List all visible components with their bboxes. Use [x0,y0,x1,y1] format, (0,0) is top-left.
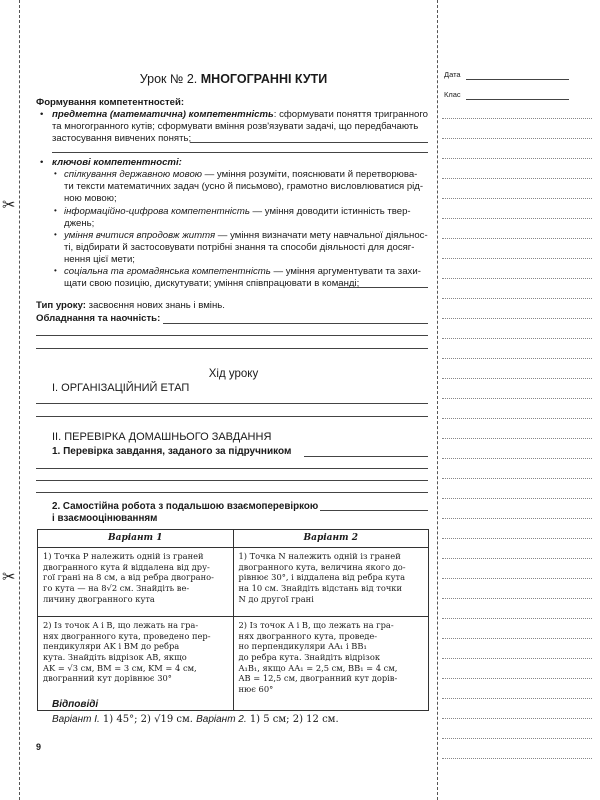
equipment-field[interactable] [163,323,428,324]
write-line[interactable] [338,287,428,288]
write-line[interactable] [36,348,428,349]
variant-1-problem-2: 2) Із точок A і B, що лежать на гра- нях двогранного кута, проведено пер- пендикуляри AK і BM до ребра кута. Знайдіть відрізок AB, якщо AK = √3 см, BM = 3 см, KM = 4 см, двогранний кут дорівнює 30° [38,617,234,711]
task2-heading: 2. Самостійна робота з подальшою взаємоперевіркою і взаємооцінюванням [52,501,319,524]
subject-competency: • предметна (математична) компетентність: сформувати поняття тригранного та многогранного кутів; сформувати вміння розв'язувати задачі, що передбачають застосування вивчених понять; [52,109,432,145]
section-homework: II. ПЕРЕВІРКА ДОМАШНЬОГО ЗАВДАННЯ [52,431,272,443]
variants-table [37,529,429,711]
class-label: Клас [444,90,461,99]
write-line[interactable] [52,152,428,153]
class-field[interactable] [466,99,569,100]
variant-1-header: Варіант 1 [38,530,234,548]
key-competency-item: • соціальна та громадянська компетентність — уміння аргументувати та захи- щати свою позицію, дискутувати; уміння співпрацювати в команді; [64,266,430,290]
key-competency-item: • інформаційно-цифрова компетентність — уміння доводити істинність твер- джень; [64,206,430,230]
lesson-type: Тип уроку: засвоєння нових знань і вмінь. [36,300,225,311]
answers-heading: Відповіді [52,699,99,710]
key-competencies-heading: • ключові компетентності: [52,157,182,169]
cut-line-left [19,0,20,800]
lesson-topic: МНОГОГРАННІ КУТИ [200,72,328,86]
page-title [36,72,431,87]
write-line[interactable] [36,416,428,417]
write-line[interactable] [320,510,428,511]
date-field[interactable] [466,79,569,80]
write-line[interactable] [304,456,428,457]
equipment-label: Обладнання та наочність: [36,313,161,324]
key-competency-item: • спілкування державною мовою — уміння розуміти, пояснювати й перетворюва- ти тексти математичних задач (усно й письмово), грамотно висловлюватися рід- ною мовою; [64,169,430,205]
variant-2-problem-1: 1) Точка N належить одній із граней двогранного кута, величина якого до- рівнює 30°, і віддалена від ребра кута на 10 см. Знайдіть відстань від точки N до другої грані [233,548,429,617]
competencies-heading: Формування компетентностей: [36,97,185,108]
section-organizational: I. ОРГАНІЗАЦІЙНИЙ ЕТАП [52,382,190,394]
scissors-icon: ✂ [2,197,16,214]
lesson-progress-heading: Хід уроку [208,368,259,380]
date-label: Дата [444,70,461,79]
scissors-icon: ✂ [2,569,16,586]
write-line[interactable] [36,468,428,469]
subject-competency-label: предметна (математична) компетентність [52,109,274,120]
write-line[interactable] [190,142,428,143]
variant-2-header: Варіант 2 [233,530,429,548]
page-number: 9 [36,742,42,752]
write-line[interactable] [36,492,428,493]
task1-heading: 1. Перевірка завдання, заданого за підручником [52,446,292,457]
write-line[interactable] [36,480,428,481]
variant-1-problem-1: 1) Точка P належить одній із граней двогранного кута й віддалена від дру- гої грані на 8 см, а від ребра двограно- го кута — на 8√2 см. Знайдіть ве- личину двогранного кута [38,548,234,617]
answers-text: Варіант І. 1) 45°; 2) √19 см. Варіант 2. 1) 5 см; 2) 12 см. [52,714,339,725]
write-line[interactable] [36,335,428,336]
cut-line-right [437,0,438,800]
key-competency-item: • уміння вчитися впродовж життя — уміння визначати мету навчальної діяльнос- ті, відбирати й застосовувати потрібні знання та способи діяльності для досяг- нення цієї мети; [64,230,430,266]
write-line[interactable] [36,403,428,404]
variant-2-problem-2: 2) Із точок A і B, що лежать на гра- нях двогранного кута, проведе- но перпендикуляри AA₁ і BB₁ до ребра кута. Знайдіть відрізок A₁B₁, якщо AA₁ = 2,5 см, BB₁ = 4 см, AB = 12,5 см, двогранний кут дорів- нює 60° [233,617,429,711]
lesson-number: Урок № 2. [139,72,198,86]
